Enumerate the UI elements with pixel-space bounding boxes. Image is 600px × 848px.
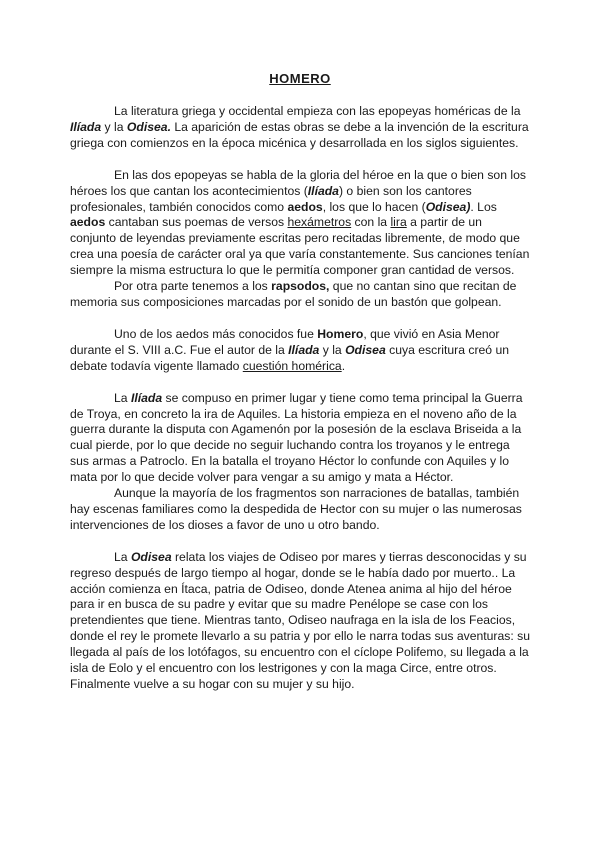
paragraph-odisea	[70, 550, 530, 693]
work-title-odisea: Odisea)	[425, 199, 471, 214]
text-run: En las dos epopeyas se habla de la gloria del héroe en la que o bien son los héroes los que cantan los acontecimientos (	[70, 167, 526, 198]
work-title-odisea: Odisea	[345, 342, 386, 357]
paragraph-rapsodos	[70, 279, 530, 311]
text-run: La	[114, 549, 131, 564]
work-title-odisea: Odisea	[130, 549, 172, 564]
term-aedos: aedos	[287, 199, 323, 214]
term-lira: lira	[390, 215, 407, 230]
paragraph-homero	[70, 327, 530, 375]
text-run: se compuso en primer lugar y tiene como tema principal la Guerra de Troya, en concreto la ira de Aquiles. La historia empieza en el noveno año de la guerra durante la disputa con Agamenón por la posesión de la esclava Briseida a la cual pierde, por lo que decide no seguir luchando contra los troyanos y le entrega sus armas a Patroclo. En la batalla el troyano Héctor lo confunde con Aquiles y lo mata por lo que decide volver para vengar a su amigo y mata a Héctor.	[70, 390, 523, 485]
text-run: , que vivió en Asia Menor durante el S. VIII a.C. Fue el autor de la	[70, 326, 500, 357]
text-run: y la	[101, 119, 127, 134]
work-title-iliada: Ilíada	[307, 183, 339, 198]
document-title: HOMERO	[269, 71, 331, 86]
term-homero: Homero	[317, 326, 364, 341]
text-run: que no cantan sino que recitan de memoria sus composiciones marcadas por el sonido de un bastón que golpean.	[70, 279, 517, 309]
text-run: y la	[319, 342, 346, 357]
text-run: con la	[351, 215, 391, 230]
term-hexametros: hexámetros	[287, 215, 352, 230]
text-run: . Los	[470, 199, 497, 214]
text-run: La literatura griega y occidental empieza con las epopeyas homéricas de la	[114, 104, 521, 118]
document-body	[70, 104, 530, 693]
text-run: La	[114, 390, 131, 405]
text-run: .	[341, 358, 346, 373]
paragraph-epopeyas	[70, 168, 530, 279]
term-aedos: aedos	[70, 215, 106, 230]
text-run: ) o bien son los cantores profesionales, también conocidos como	[70, 183, 472, 214]
paragraph-iliada	[70, 391, 530, 486]
work-title-odisea: Odisea.	[126, 119, 171, 134]
paragraph-batallas: Aunque la mayoría de los fragmentos son narraciones de batallas, también hay escenas familiares como la despedida de Hector con su mujer o las numerosas intervenciones de los dioses a favor de uno u otro bando.	[70, 486, 522, 532]
text-run: cuya escritura creó un debate todavía vigente llamado	[70, 342, 510, 373]
work-title-iliada: Ilíada	[288, 342, 320, 357]
text-run: relata los viajes de Odiseo por mares y tierras desconocidas y su regreso después de largo tiempo al hogar, donde se le había dado por muerto.. La acción comienza en Ítaca, patria de Odiseo, donde Atenea anima al hijo del héroe para ir en busca de su padre y evitar que su madre Penélope se case con los pretendientes que tiene. Mientras tanto, Odiseo naufraga en la isla de los Feacios, donde el rey le promete llevarlo a su patria y por ello le narra todas sus aventuras: su llegada al país de los lotófagos, su encuentro con el cíclope Polifemo, su llegada a la isla de Eolo y el encuentro con los lestrigones y con la maga Circe, entre otros. Finalmente vuelve a su hogar con su mujer y su hijo.	[70, 549, 530, 691]
text-run: Uno de los aedos más conocidos fue	[114, 326, 318, 341]
work-title-iliada: Ilíada	[70, 119, 102, 134]
paragraph-intro	[70, 104, 530, 152]
work-title-iliada: Ilíada	[130, 390, 163, 405]
text-run: cantaban sus poemas de versos	[105, 215, 288, 230]
text-run: Por otra parte tenemos a los	[114, 279, 272, 294]
term-cuestion-homerica: cuestión homérica	[242, 358, 342, 373]
text-run: , los que lo hacen (	[322, 199, 426, 214]
text-run: a partir de un conjunto de leyendas previamente escritas pero recitadas libremente, de modo que crea una poesía de carácter oral ya que varía constantemente. Sus canciones tenían siempre la misma estructura lo que le permitía componer gran cantidad de versos.	[70, 215, 530, 278]
term-rapsodos: rapsodos,	[271, 279, 330, 294]
text-run: La aparición de estas obras se debe a la invención de la escritura griega con comienzos en la época micénica y desarrollada en los siglos siguientes.	[70, 119, 529, 150]
